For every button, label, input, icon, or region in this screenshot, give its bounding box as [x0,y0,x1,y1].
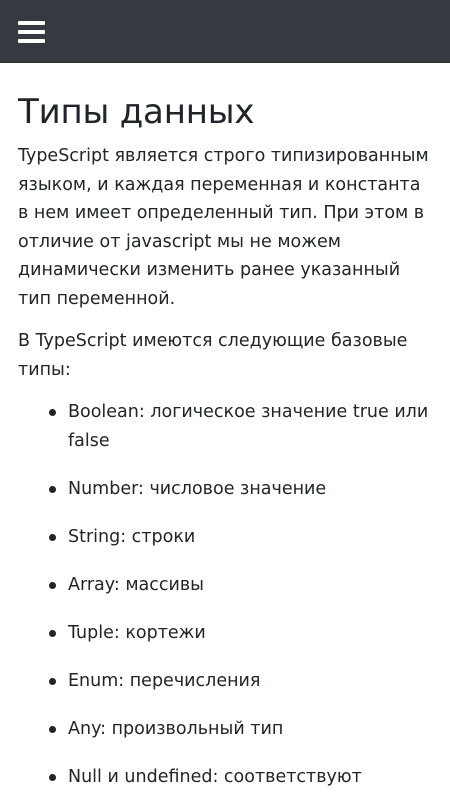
list-item: Number: числовое значение [68,475,432,504]
list-item: Array: массивы [68,571,432,600]
article-content [18,90,432,811]
list-item: String: строки [68,523,432,552]
list-item: Null и undefined: соответствуют [68,763,432,792]
intro-paragraph: TypeScript является строго типизированным языком, и каждая переменная и константа в нем имеет определенный тип. При этом в отличие от javascript мы не можем динамически изменить ранее указанный тип переменной. [18,146,429,309]
page-title: Типы данных [18,92,255,132]
list-item: Enum: перечисления [68,667,432,696]
hamburger-bar [18,30,45,34]
types-intro-paragraph: В TypeScript имеются следующие базовые типы: [18,331,408,380]
types-list [18,398,432,791]
hamburger-bar [18,21,45,25]
top-navbar [0,0,450,63]
list-item: Boolean: логическое значение true или false [68,398,432,455]
hamburger-menu-icon[interactable] [18,21,45,43]
hamburger-bar [18,39,45,43]
list-item: Tuple: кортежи [68,619,432,648]
list-item: Any: произвольный тип [68,715,432,744]
